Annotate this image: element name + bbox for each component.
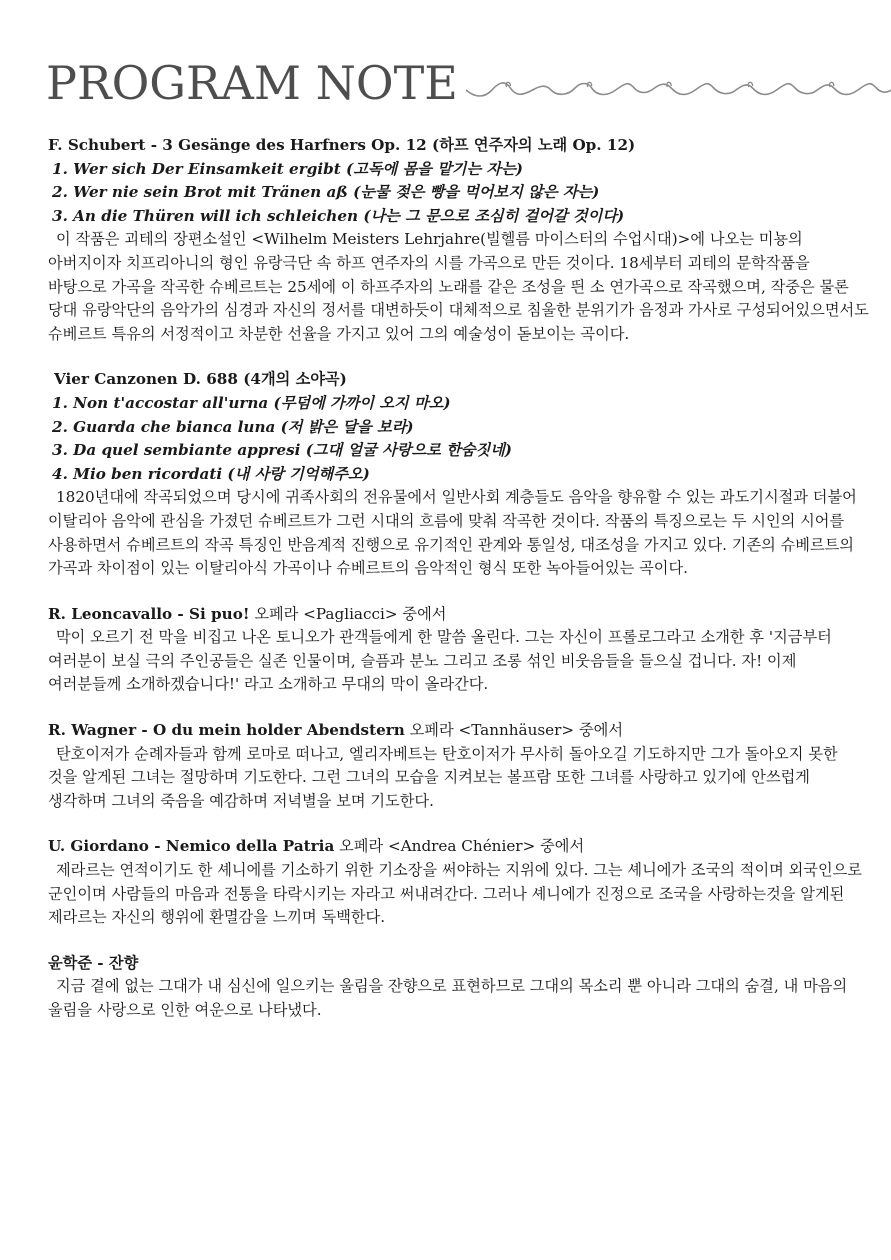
note-leoncavallo: [48, 603, 870, 697]
song-title: 1. Non t'accostar all'urna (무덤에 가까이 오지 마오): [52, 393, 451, 412]
note-schubert-harfner: [48, 134, 870, 346]
section-body: 막이 오르기 전 막을 비집고 나온 토니오가 관객들에게 한 말씀 올린다. 그는 자신이 프롤로그라고 소개한 후 '지금부터 여러분이 보실 극의 주인공들은 실존 인물이며, 슬픔과 분노 그리고 조롱 섞인 비웃음들을 들으실 겁니다. 자! 이제 여러분들께 소개하겠습니다!' 라고 소개하고 무대의 막이 올라간다.: [48, 628, 832, 694]
program-notes: [48, 134, 870, 1045]
section-heading: [48, 719, 870, 743]
section-body: 제라르는 연적이기도 한 셰니에를 기소하기 위한 기소장을 써야하는 지위에 있다. 그는 셰니에가 조국의 적이며 외국인으로 군인이며 사람들의 마음과 전통을 타락시키는 자라고 써내려간다. 그러나 셰니에가 진정으로 조국을 사랑하는것을 알게된 제라르는 자신의 행위에 환멸감을 느끼며 독백한다.: [48, 861, 862, 927]
page-title: PROGRAM NOTE: [46, 56, 458, 110]
section-heading: Vier Canzonen D. 688 (4개의 소야곡): [54, 370, 347, 389]
section-heading: F. Schubert - 3 Gesänge des Harfners Op. 12 (하프 연주자의 노래 Op. 12): [48, 136, 636, 154]
piece-title: U. Giordano - Nemico della Patria: [48, 837, 335, 856]
song-title: 3. An die Thüren will ich schleichen (나는 그 문으로 조심히 걸어갈 것이다): [52, 206, 625, 225]
note-giordano: [48, 835, 870, 929]
section-body: 지금 곁에 없는 그대가 내 심신에 일으키는 울림을 잔향으로 표현하므로 그대의 목소리 뿐 아니라 그대의 숨결, 내 마음의 울림을 사랑으로 인한 여운으로 나타냈다.: [48, 977, 848, 1019]
song-title: 4. Mio ben ricordati (내 사랑 기억해주오): [52, 464, 370, 483]
section-heading: 윤학준 - 잔향: [48, 953, 139, 972]
section-body: 이 작품은 괴테의 장편소설인 <Wilhelm Meisters Lehrjahre(빌헬름 마이스터의 수업시대)>에 나오는 미뇽의 아버지이자 치프리아니의 형인 유랑극단 속 하프 연주자의 시를 가곡으로 만든 것이다. 18세부터 괴테의 문학작품을 바탕으로 가곡을 작곡한 슈베르트는 25세에 이 하프주자의 노래를 같은 조성을 띈 소 연가곡으로 작곡했으며, 작중은 물론 당대 유랑악단의 음악가의 심경과 자신의 정서를 대변하듯이 대체적으로 침울한 분위기가 음정과 가사로 구성되어있으면서도 슈베르트 특유의 서정적이고 차분한 선율을 가지고 있어 그의 예술성이 돋보이는 곡이다.: [48, 230, 869, 343]
note-wagner: [48, 719, 870, 813]
note-yoon: [48, 952, 870, 1023]
note-schubert-canzonen: [48, 368, 870, 580]
header: [46, 46, 891, 110]
section-heading: [48, 835, 870, 859]
song-title: 2. Wer nie sein Brot mit Tränen aß (눈물 젖은 빵을 먹어보지 않은 자는): [52, 183, 600, 202]
opera-source: 오페라 <Pagliacci> 중에서: [249, 604, 447, 623]
opera-source: 오페라 <Tannhäuser> 중에서: [404, 721, 623, 740]
squiggle-ornament: [466, 76, 891, 100]
song-title: 3. Da quel sembiante appresi (그대 얼굴 사랑으로 한숨짓네): [52, 441, 512, 460]
section-body: 1820년대에 작곡되었으며 당시에 귀족사회의 전유물에서 일반사회 계층들도 음악을 향유할 수 있는 과도기시절과 더불어 이탈리아 음악에 관심을 가졌던 슈베르트가 그런 시대의 흐름에 맞춰 작곡한 것이다. 작품의 특징으로는 두 시인의 시어를 사용하면서 슈베르트의 작곡 특징인 반음계적 진행으로 유기적인 관계와 통일성, 대조성을 가지고 있다. 기존의 슈베르트의 가곡과 차이점이 있는 이탈리아식 가곡이나 슈베르트의 음악적인 형식 또한 녹아들어있는 곡이다.: [48, 488, 857, 578]
song-title: 1. Wer sich Der Einsamkeit ergibt (고독에 몸을 맡기는 자는): [52, 159, 523, 178]
piece-title: R. Leoncavallo - Si puo!: [48, 604, 250, 623]
song-title: 2. Guarda che bianca luna (저 밝은 달을 보라): [52, 417, 414, 436]
section-heading: [48, 603, 870, 627]
piece-title: R. Wagner - O du mein holder Abendstern: [48, 721, 405, 740]
section-body: 탄호이저가 순례자들과 함께 로마로 떠나고, 엘리자베트는 탄호이저가 무사히 돌아오길 기도하지만 그가 돌아오지 못한 것을 알게된 그녀는 절망하며 기도한다. 그런 그녀의 모습을 지켜보는 볼프람 또한 그녀를 사랑하고 있기에 안쓰럽게 생각하며 그녀의 죽음을 예감하며 저녁별을 보며 기도한다.: [48, 744, 838, 810]
opera-source: 오페라 <Andrea Chénier> 중에서: [334, 837, 585, 856]
